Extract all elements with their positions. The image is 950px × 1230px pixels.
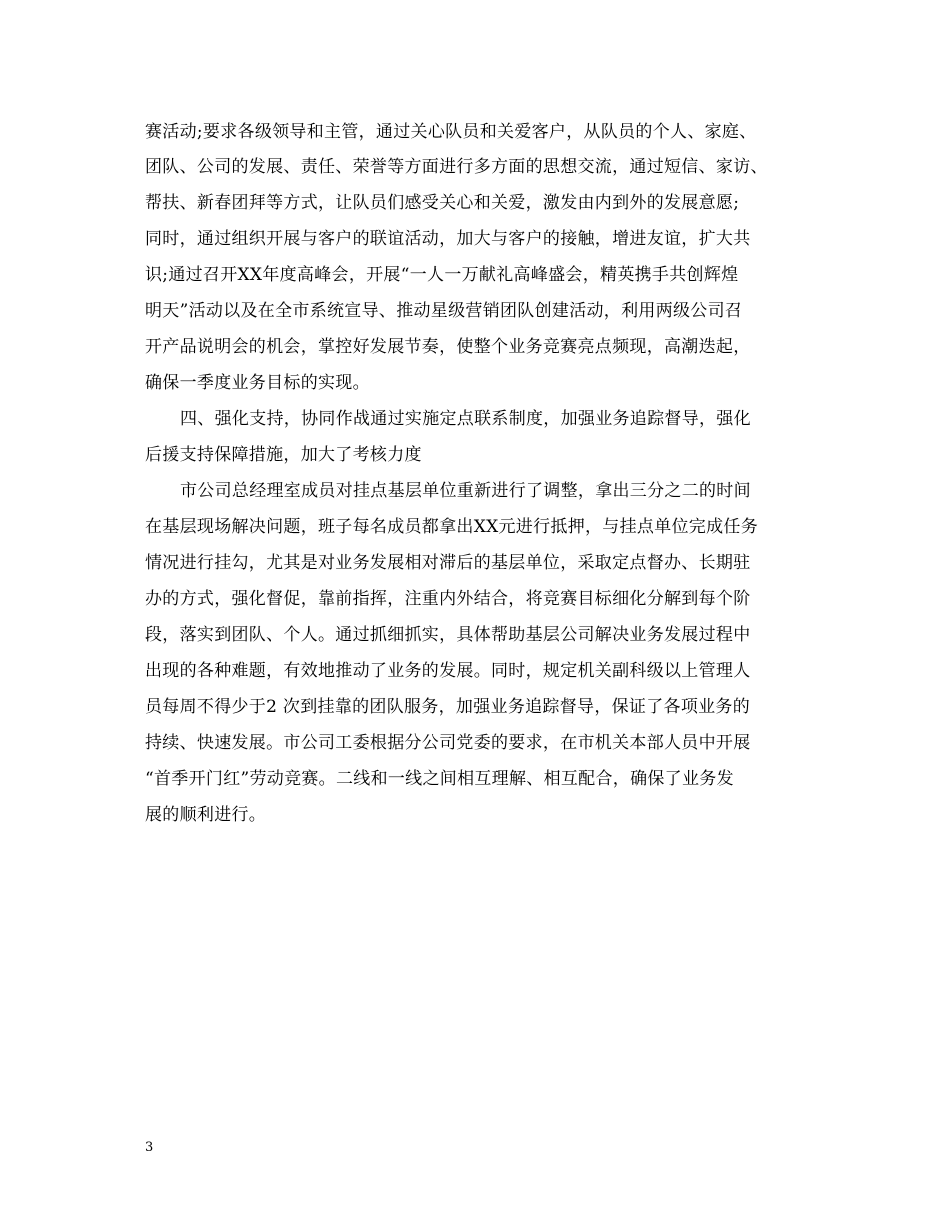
text-line: 段，落实到团队、个人。通过抓细抓实，具体帮助基层公司解决业务发展过程中: [145, 625, 751, 645]
text-line: 持续、快速发展。市公司工委根据分公司党委的要求，在市机关本部人员中开展: [145, 733, 751, 753]
page-number: 3: [145, 1140, 154, 1155]
text-line: 员每周不得少于2 次到挂靠的团队服务，加强业务追踪督导，保证了各项业务的: [145, 697, 751, 717]
text-line: “首季开门红”劳动竞赛。二线和一线之间相互理解、相互配合，确保了业务发: [145, 769, 734, 789]
text-line: 识;通过召开XX年度高峰会，开展“一人一万献礼高峰盛会，精英携手共创辉煌: [145, 265, 739, 285]
text-line: 情况进行挂勾，尤其是对业务发展相对滞后的基层单位，采取定点督办、长期驻: [145, 553, 751, 573]
text-line: 出现的各种难题，有效地推动了业务的发展。同时，规定机关副科级以上管理人: [145, 661, 751, 681]
text-line: 在基层现场解决问题，班子每名成员都拿出XX元进行抵押，与挂点单位完成任务: [145, 517, 759, 537]
section-heading-line: 后援支持保障措施，加大了考核力度: [145, 445, 422, 465]
text-line: 办的方式，强化督促，靠前指挥，注重内外结合，将竞赛目标细化分解到每个阶: [145, 589, 751, 609]
text-line: 市公司总经理室成员对挂点基层单位重新进行了调整，拿出三分之二的时间: [180, 481, 751, 501]
text-line: 同时，通过组织开展与客户的联谊活动，加大与客户的接触，增进友谊，扩大共: [145, 229, 751, 249]
text-line: 赛活动;要求各级领导和主管，通过关心队员和关爱客户，从队员的个人、家庭、: [145, 122, 757, 142]
text-line: 明天”活动以及在全市系统宣导、推动星级营销团队创建活动，利用两级公司召: [145, 301, 743, 321]
section-heading-line: 四、强化支持，协同作战通过实施定点联系制度，加强业务追踪督导，强化: [180, 409, 751, 429]
text-line: 展的顺利进行。: [145, 805, 267, 825]
text-line: 开产品说明会的机会，掌控好发展节奏，使整个业务竞赛亮点频现，高潮迭起，: [145, 337, 751, 357]
text-line: 确保一季度业务目标的实现。: [145, 373, 370, 393]
text-line: 团队、公司的发展、责任、荣誉等方面进行多方面的思想交流，通过短信、家访、: [145, 157, 768, 177]
text-line: 帮扶、新春团拜等方式，让队员们感受关心和关爱，激发由内到外的发展意愿;: [145, 193, 740, 213]
